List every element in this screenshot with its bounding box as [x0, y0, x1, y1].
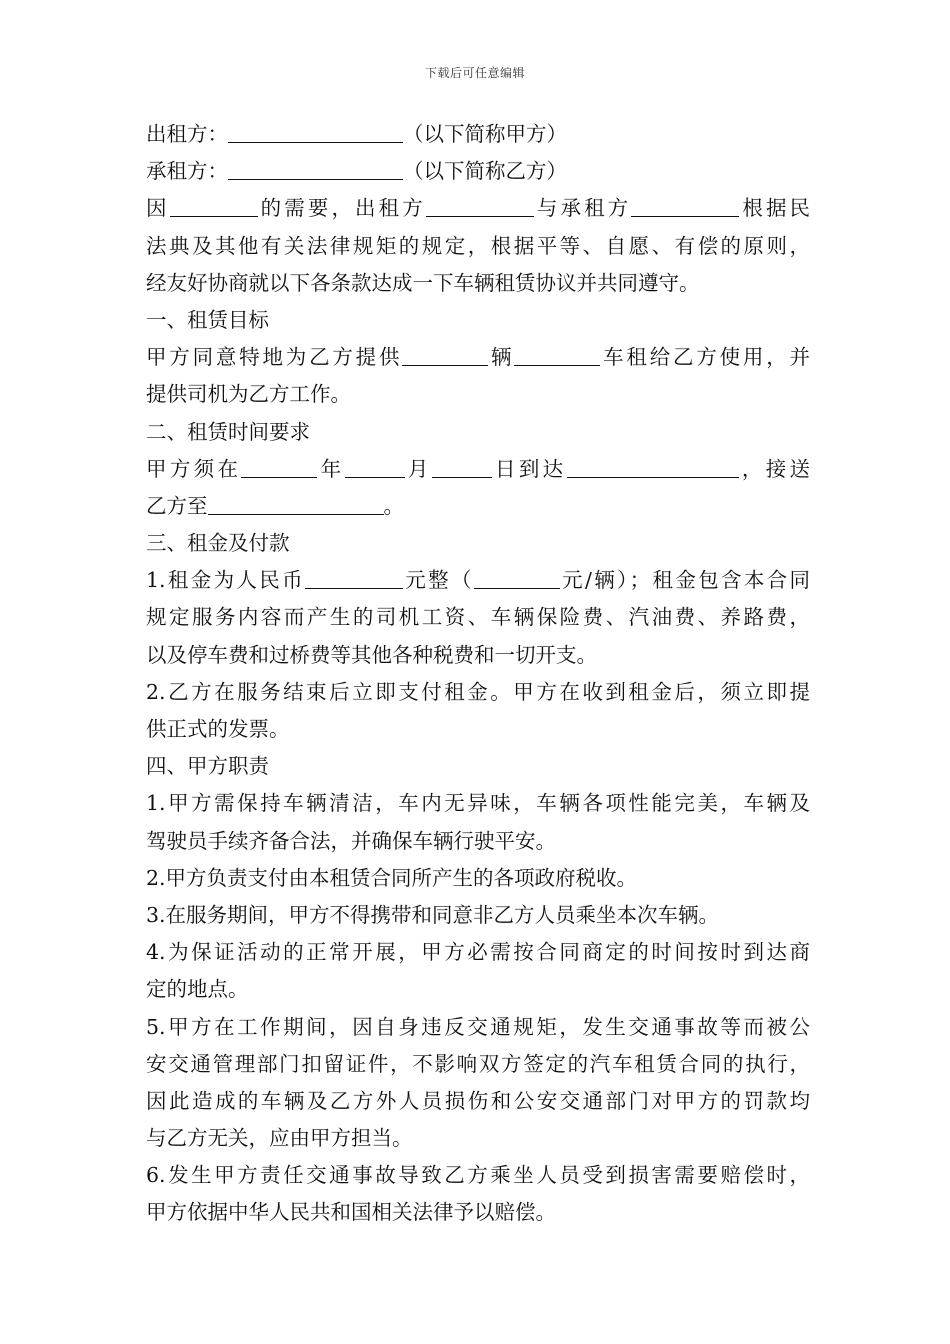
- text-line: [146, 228, 810, 265]
- line-text: 乙方至: [146, 493, 208, 518]
- line-text: 的需要，出租方: [257, 196, 426, 221]
- line-text: 出租方：: [146, 122, 228, 146]
- text-line: [146, 414, 810, 451]
- line-text: 车租给乙方使用，并: [600, 345, 810, 370]
- fill-in-blank[interactable]: [305, 566, 403, 589]
- text-line: [146, 934, 810, 971]
- line-text: 2.乙方在服务结束后立即支付租金。甲方在收到租金后，须立即提: [146, 679, 810, 704]
- text-line: [146, 860, 810, 897]
- line-text: 提供司机为乙方工作。: [146, 382, 351, 407]
- line-text: 6.发生甲方责任交通事故导致乙方乘坐人员受到损害需要赔偿时，: [146, 1163, 810, 1188]
- line-text: 定的地点。: [146, 977, 249, 1002]
- line-text: 与乙方无关，应由甲方担当。: [146, 1126, 413, 1151]
- line-text: 年: [317, 456, 345, 481]
- line-text: 元整（: [402, 568, 474, 593]
- line-text: 以及停车费和过桥费等其他各种税费和一切开支。: [146, 642, 597, 667]
- text-line: [146, 1083, 810, 1120]
- line-text: 3.在服务期间，甲方不得携带和同意非乙方人员乘坐本次车辆。: [146, 902, 720, 927]
- text-line: [146, 116, 810, 153]
- line-text: （以下简称甲方）: [403, 122, 567, 146]
- text-line: [146, 190, 810, 227]
- fill-in-blank[interactable]: [241, 455, 317, 478]
- text-line: [146, 971, 810, 1008]
- line-text: 规定服务内容而产生的司机工资、车辆保险费、汽油费、养路费，: [146, 605, 810, 630]
- fill-in-blank[interactable]: [170, 194, 258, 217]
- text-line: [146, 1194, 810, 1231]
- fill-in-blank[interactable]: [474, 566, 560, 589]
- line-text: 月: [404, 456, 432, 481]
- line-text: （以下简称乙方）: [403, 159, 567, 184]
- text-line: [146, 1046, 810, 1083]
- line-text: 4.为保证活动的正常开展，甲方必需按合同商定的时间按时到达商: [146, 940, 810, 965]
- line-text: 一、租赁目标: [146, 307, 269, 332]
- text-line: [146, 525, 810, 562]
- fill-in-blank[interactable]: [228, 157, 403, 180]
- text-line: [146, 451, 810, 488]
- fill-in-blank[interactable]: [426, 194, 534, 217]
- line-text: 。: [383, 493, 404, 518]
- line-text: 甲方依据中华人民共和国相关法律予以赔偿。: [146, 1200, 556, 1225]
- fill-in-blank[interactable]: [432, 455, 492, 478]
- text-line: [146, 1009, 810, 1046]
- line-text: 辆: [488, 345, 515, 370]
- fill-in-blank[interactable]: [345, 455, 405, 478]
- line-text: ，接送: [738, 456, 810, 481]
- text-line: [146, 711, 810, 748]
- line-text: 1.甲方需保持车辆清洁，车内无异味，车辆各项性能完美，车辆及: [146, 791, 810, 816]
- text-line: [146, 823, 810, 860]
- text-line: [146, 562, 810, 599]
- text-line: [146, 897, 810, 934]
- text-line: [146, 265, 810, 302]
- line-text: 二、租赁时间要求: [146, 419, 310, 444]
- line-text: 1.租金为人民币: [146, 568, 305, 593]
- fill-in-blank[interactable]: [567, 455, 739, 478]
- line-text: 供正式的发票。: [146, 717, 290, 741]
- text-line: [146, 488, 810, 525]
- text-line: [146, 153, 810, 190]
- text-line: [146, 339, 810, 376]
- line-text: 因: [146, 196, 170, 221]
- text-line: [146, 1120, 810, 1157]
- document-body: [146, 116, 810, 1232]
- text-line: [146, 1157, 810, 1194]
- line-text: 三、租金及付款: [146, 531, 290, 556]
- line-text: 安交通管理部门扣留证件，不影响双方签定的汽车租赁合同的执行，: [146, 1051, 810, 1076]
- line-text: 日到达: [491, 456, 567, 481]
- line-text: 与承租方: [533, 196, 632, 221]
- text-line: [146, 376, 810, 413]
- line-text: 甲方同意特地为乙方提供: [146, 345, 403, 370]
- fill-in-blank[interactable]: [631, 194, 739, 217]
- line-text: 根据民: [739, 196, 810, 221]
- fill-in-blank[interactable]: [208, 492, 384, 515]
- text-line: [146, 748, 810, 785]
- text-line: [146, 674, 810, 711]
- line-text: 2.甲方负责支付由本租赁合同所产生的各项政府税收。: [146, 865, 638, 890]
- line-text: 驾驶员手续齐备合法，并确保车辆行驶平安。: [146, 828, 556, 853]
- line-text: 因此造成的车辆及乙方外人员损伤和公安交通部门对甲方的罚款均: [146, 1088, 810, 1113]
- fill-in-blank[interactable]: [514, 343, 600, 366]
- line-text: 经友好协商就以下各条款达成一下车辆租赁协议并共同遵守。: [146, 270, 700, 295]
- fill-in-blank[interactable]: [402, 343, 488, 366]
- line-text: 5.甲方在工作期间，因自身违反交通规矩，发生交通事故等而被公: [146, 1014, 810, 1039]
- page-header: 下载后可任意编辑: [424, 66, 525, 80]
- line-text: 四、甲方职责: [146, 754, 269, 779]
- line-text: 甲方须在: [146, 456, 242, 481]
- line-text: 承租方：: [146, 159, 228, 184]
- fill-in-blank[interactable]: [228, 120, 403, 143]
- line-text: 法典及其他有关法律规矩的规定，根据平等、自愿、有偿的原则，: [146, 233, 810, 258]
- text-line: [146, 302, 810, 339]
- text-line: [146, 599, 810, 636]
- line-text: 元/辆）；租金包含本合同: [559, 568, 810, 593]
- text-line: [146, 637, 810, 674]
- text-line: [146, 785, 810, 822]
